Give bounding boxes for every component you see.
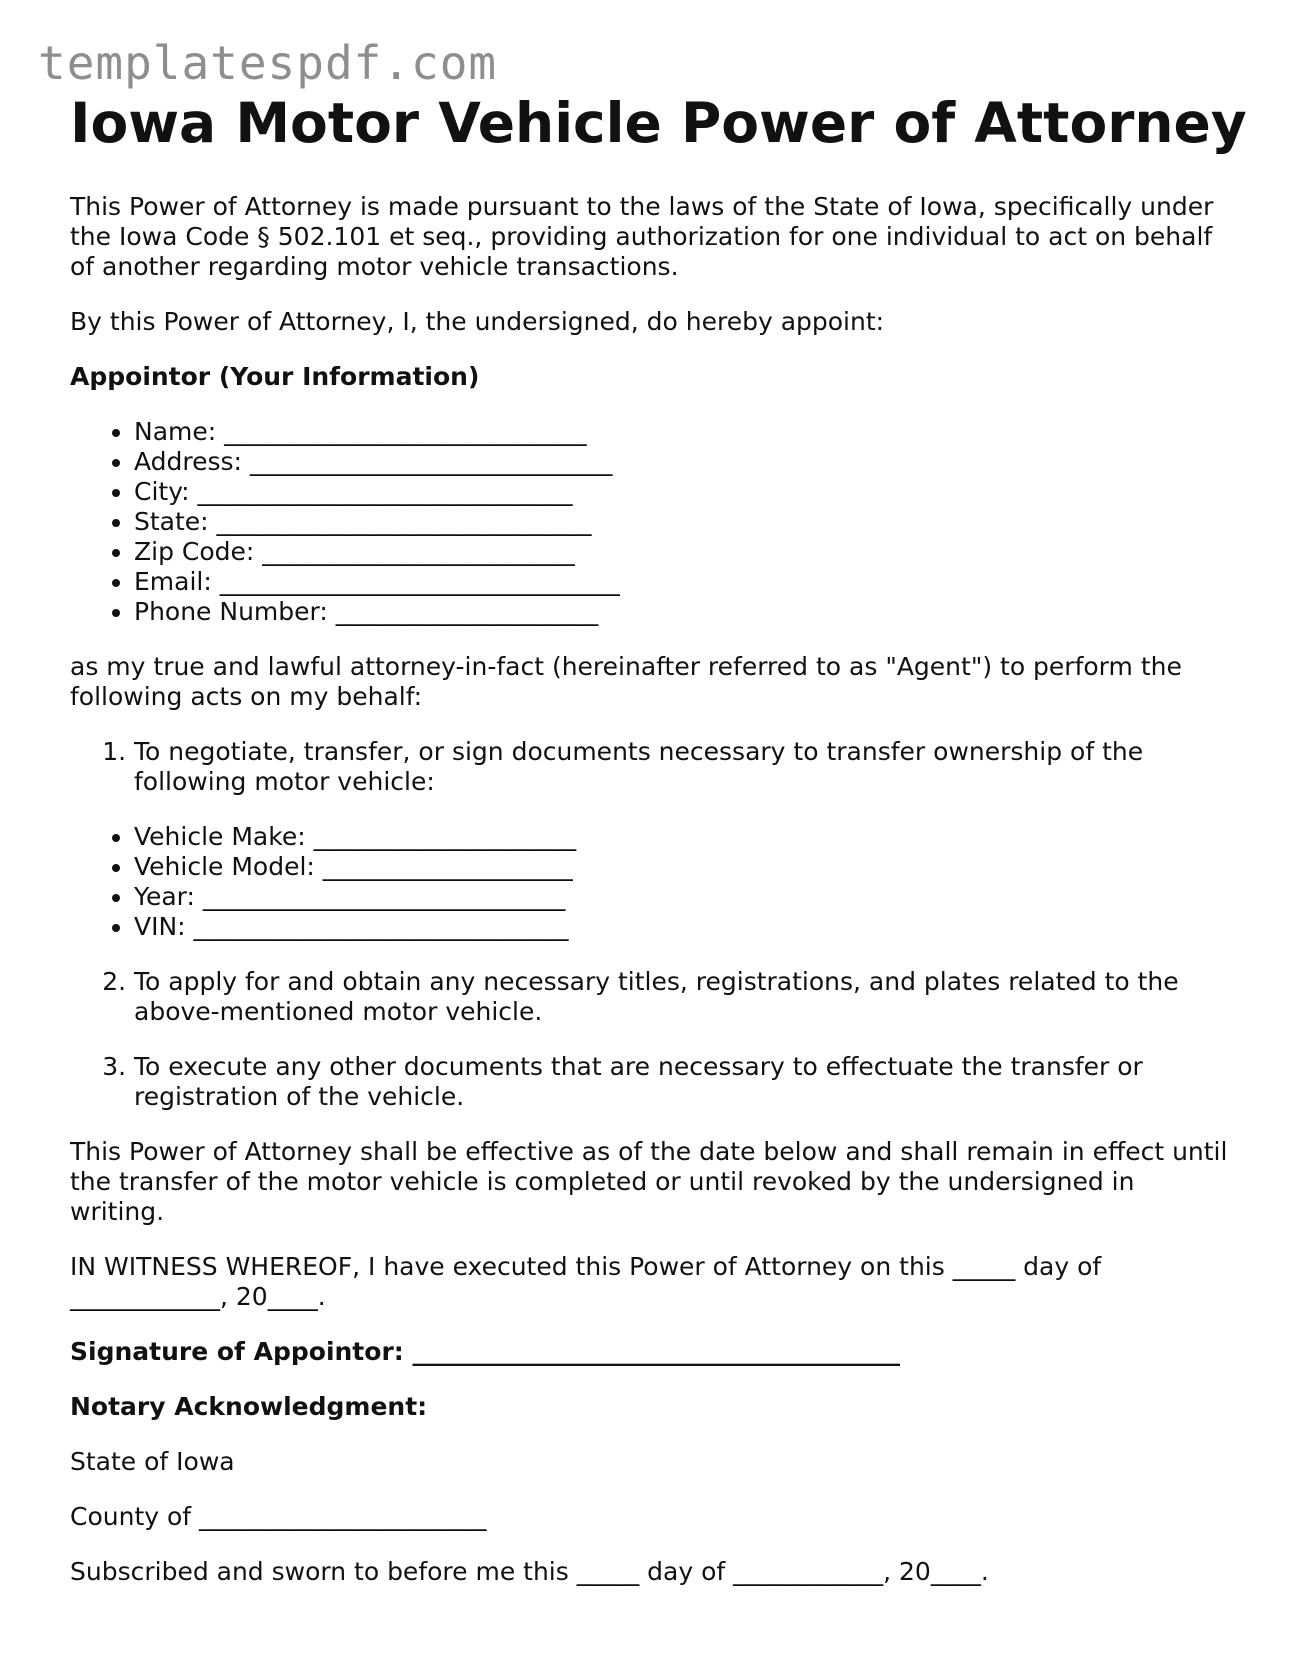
watermark: templatespdf.com xyxy=(38,36,498,90)
vehicle-vin-field: • VIN: ______________________________ xyxy=(134,912,1230,942)
appointor-address-field: • Address: _____________________________ xyxy=(134,447,1230,477)
vehicle-make-field: • Vehicle Make: _____________________ xyxy=(134,822,1230,852)
act-item: 2. To apply for and obtain any necessary titles, registrations, and plates related to the above-mentioned motor vehicle. xyxy=(134,967,1230,1027)
witness-paragraph: IN WITNESS WHEREOF, I have executed this Power of Attorney on this _____ day of ____________, 20____. xyxy=(70,1252,1102,1311)
notary-heading: Notary Acknowledgment: xyxy=(70,1392,428,1421)
notary-county: County of _______________________ xyxy=(70,1502,487,1531)
vehicle-model-field: • Vehicle Model: ____________________ xyxy=(134,852,1230,882)
appointor-phone-field: • Phone Number: _____________________ xyxy=(134,597,1230,627)
intro-paragraph: This Power of Attorney is made pursuant to the laws of the State of Iowa, specifically under the Iowa Code § 502.101 et seq., providing authorization for one individual to act on behalf of another regarding motor vehicle transactions. xyxy=(70,192,1214,281)
acts-list-1 xyxy=(70,737,1230,797)
document-title: Iowa Motor Vehicle Power of Attorney xyxy=(70,91,1247,155)
effective-paragraph: This Power of Attorney shall be effective as of the date below and shall remain in effect until the transfer of the motor vehicle is completed or until revoked by the undersigned in writing. xyxy=(70,1137,1228,1226)
acts-list-3 xyxy=(70,1052,1230,1112)
vehicle-year-field: • Year: _____________________________ xyxy=(134,882,1230,912)
appointor-city-field: • City: ______________________________ xyxy=(134,477,1230,507)
notary-state: State of Iowa xyxy=(70,1447,235,1476)
act-item: 1. To negotiate, transfer, or sign documents necessary to transfer ownership of the following motor vehicle: xyxy=(134,737,1230,797)
document-body xyxy=(70,88,1247,1612)
vehicle-fields-list xyxy=(70,822,1230,942)
appointor-fields-list xyxy=(70,417,1230,627)
act-item: 3. To execute any other documents that are necessary to effectuate the transfer or registration of the vehicle. xyxy=(134,1052,1230,1112)
agent-line: as my true and lawful attorney-in-fact (hereinafter referred to as "Agent") to perform the following acts on my behalf: xyxy=(70,652,1182,711)
signature-line: Signature of Appointor: _______________________________________ xyxy=(70,1337,900,1366)
notary-subscribed: Subscribed and sworn to before me this _____ day of ____________, 20____. xyxy=(70,1557,989,1586)
appointor-heading: Appointor (Your Information) xyxy=(70,362,480,391)
appointor-email-field: • Email: ________________________________ xyxy=(134,567,1230,597)
acts-list-2 xyxy=(70,967,1230,1027)
appointor-zip-field: • Zip Code: _________________________ xyxy=(134,537,1230,567)
appointor-state-field: • State: ______________________________ xyxy=(134,507,1230,537)
appointor-name-field: • Name: _____________________________ xyxy=(134,417,1230,447)
appoint-line: By this Power of Attorney, I, the undersigned, do hereby appoint: xyxy=(70,307,885,336)
